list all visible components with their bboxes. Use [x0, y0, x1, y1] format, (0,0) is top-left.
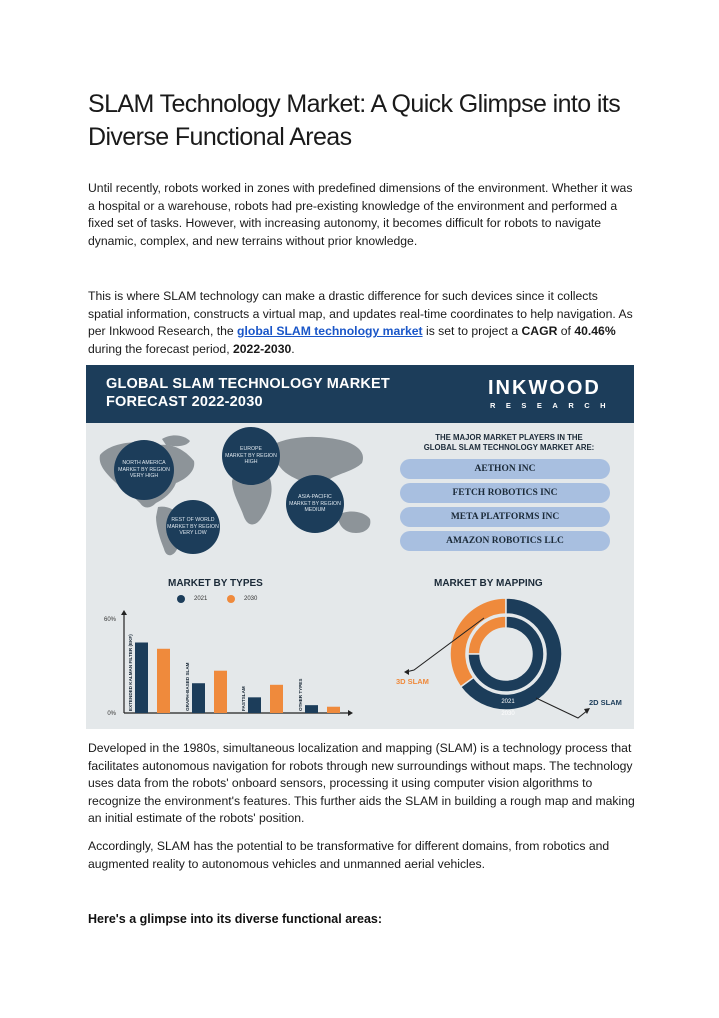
market-report-link[interactable]: global SLAM technology market [237, 324, 423, 339]
mapping-donut-chart [376, 590, 634, 729]
region-sub: MARKET BY REGION [225, 452, 277, 459]
region-rest-of-world [166, 500, 220, 554]
legend-2021-label: 2021 [194, 596, 208, 602]
market-paragraph [88, 288, 636, 358]
players-title-line: GLOBAL SLAM TECHNOLOGY MARKET ARE: [423, 443, 595, 452]
region-level: HIGH [244, 459, 258, 466]
bar-2021 [192, 683, 205, 713]
history-paragraph: Developed in the 1980s, simultaneous localization and mapping (SLAM) is a technology process that facilitates autonomous navigation for robots through new surroundings without maps. The technology uses data from the robots' onboard sensors, processing it using computer vision algorithms to recognize the environment's features. This further aids the SLAM in building a rough map and making an initial estimate of the robots' position. [88, 741, 635, 826]
paragraph-text: is set to project a [422, 324, 522, 339]
infographic-header [86, 365, 634, 423]
region-europe [222, 427, 280, 485]
types-chart-title: MARKET BY TYPES [168, 578, 263, 589]
bar-2030 [157, 649, 170, 713]
region-asia-pacific [286, 475, 344, 533]
player-pill: AMAZON ROBOTICS LLC [400, 531, 610, 551]
category-label: EXTENDED KALMAN FILTER (EKF) [128, 634, 133, 711]
bar-2030 [214, 671, 227, 713]
paragraph-text: during the forecast period, [88, 341, 233, 356]
forecast-period: 2022-2030 [232, 341, 292, 356]
bar-2021 [305, 705, 318, 713]
players-title [404, 433, 614, 453]
infographic [86, 365, 634, 729]
bar-2021 [135, 643, 148, 714]
x-axis-arrow [348, 710, 353, 716]
paragraph-text: . [291, 341, 295, 356]
infographic-title-line: GLOBAL SLAM TECHNOLOGY MARKET [106, 376, 390, 392]
player-pill: FETCH ROBOTICS INC [400, 483, 610, 503]
category-label: FASTSLAM [241, 686, 246, 711]
donut-hole [480, 628, 532, 680]
players-title-line: THE MAJOR MARKET PLAYERS IN THE [435, 433, 583, 442]
region-name: REST OF WORLD [171, 517, 215, 524]
legend-2030-label: 2030 [244, 596, 258, 602]
region-name: ASIA-PACIFIC [298, 494, 332, 501]
label-2d-slam: 2D SLAM [589, 698, 622, 707]
cagr-value: 40.46% [574, 324, 616, 339]
potential-paragraph: Accordingly, SLAM has the potential to be transformative for different domains, from robotics and augmented reality to autonomous vehicles and unmanned aerial vehicles. [88, 839, 610, 871]
region-level: VERY LOW [179, 530, 207, 537]
infographic-title-line: FORECAST 2022-2030 [106, 394, 263, 410]
region-level: VERY HIGH [129, 473, 159, 480]
infographic-title [106, 375, 390, 411]
callout-3d-arrow [404, 669, 409, 675]
y-axis-arrow [121, 610, 127, 615]
bar-2030 [270, 685, 283, 713]
player-pill: META PLATFORMS INC [400, 507, 610, 527]
mapping-chart-title: MARKET BY MAPPING [434, 578, 543, 589]
region-sub: MARKET BY REGION [118, 466, 170, 473]
section-heading: Here's a glimpse into its diverse functional areas: [88, 912, 383, 926]
legend-2030-swatch [227, 595, 235, 603]
region-sub: MARKET BY REGION [289, 500, 341, 507]
category-label: GRAPH-BASED SLAM [185, 662, 190, 711]
brand-logo-sub: RESEARCH [490, 401, 617, 410]
brand-logo: INKWOOD [488, 377, 601, 399]
ring-label-2021: 2021 [501, 699, 515, 705]
ring-label-2030: 2030 [501, 711, 515, 717]
region-level: MEDIUM [304, 507, 326, 514]
region-name: EUROPE [240, 446, 262, 453]
page-title: SLAM Technology Market: A Quick Glimpse into its Diverse Functional Areas [88, 90, 621, 151]
bar-2030 [327, 707, 340, 713]
category-label: OTHER TYPES [298, 678, 303, 711]
legend-2021-swatch [177, 595, 185, 603]
player-pill: AETHON INC [400, 459, 610, 479]
intro-paragraph: Until recently, robots worked in zones with predefined dimensions of the environment. Whether it was a hospital or a warehouse, robots had pre-existing knowledge of the environment and performed a fixed set of tasks. However, with increasing autonomy, it becomes difficult for robots to navigate dynamic, complex, and new terrains without prior knowledge. [88, 181, 633, 248]
y-tick-label: 0% [107, 711, 116, 717]
y-tick-label: 60% [103, 617, 116, 623]
cagr-label: CAGR [521, 324, 558, 339]
callout-2d-line [536, 698, 588, 718]
paragraph-text: This is where SLAM technology can make a drastic difference for such devices since it collects spatial information, constructs a virtual map, and updates real-time coordinates to help navigation. As per Inkwood Research, the [88, 289, 633, 339]
region-name: NORTH AMERICA [122, 460, 166, 467]
region-sub: MARKET BY REGION [167, 523, 219, 530]
types-bar-chart [86, 605, 366, 727]
bar-2021 [248, 697, 261, 713]
paragraph-text: of [557, 324, 575, 339]
region-north-america [114, 440, 174, 500]
label-3d-slam: 3D SLAM [396, 677, 429, 686]
